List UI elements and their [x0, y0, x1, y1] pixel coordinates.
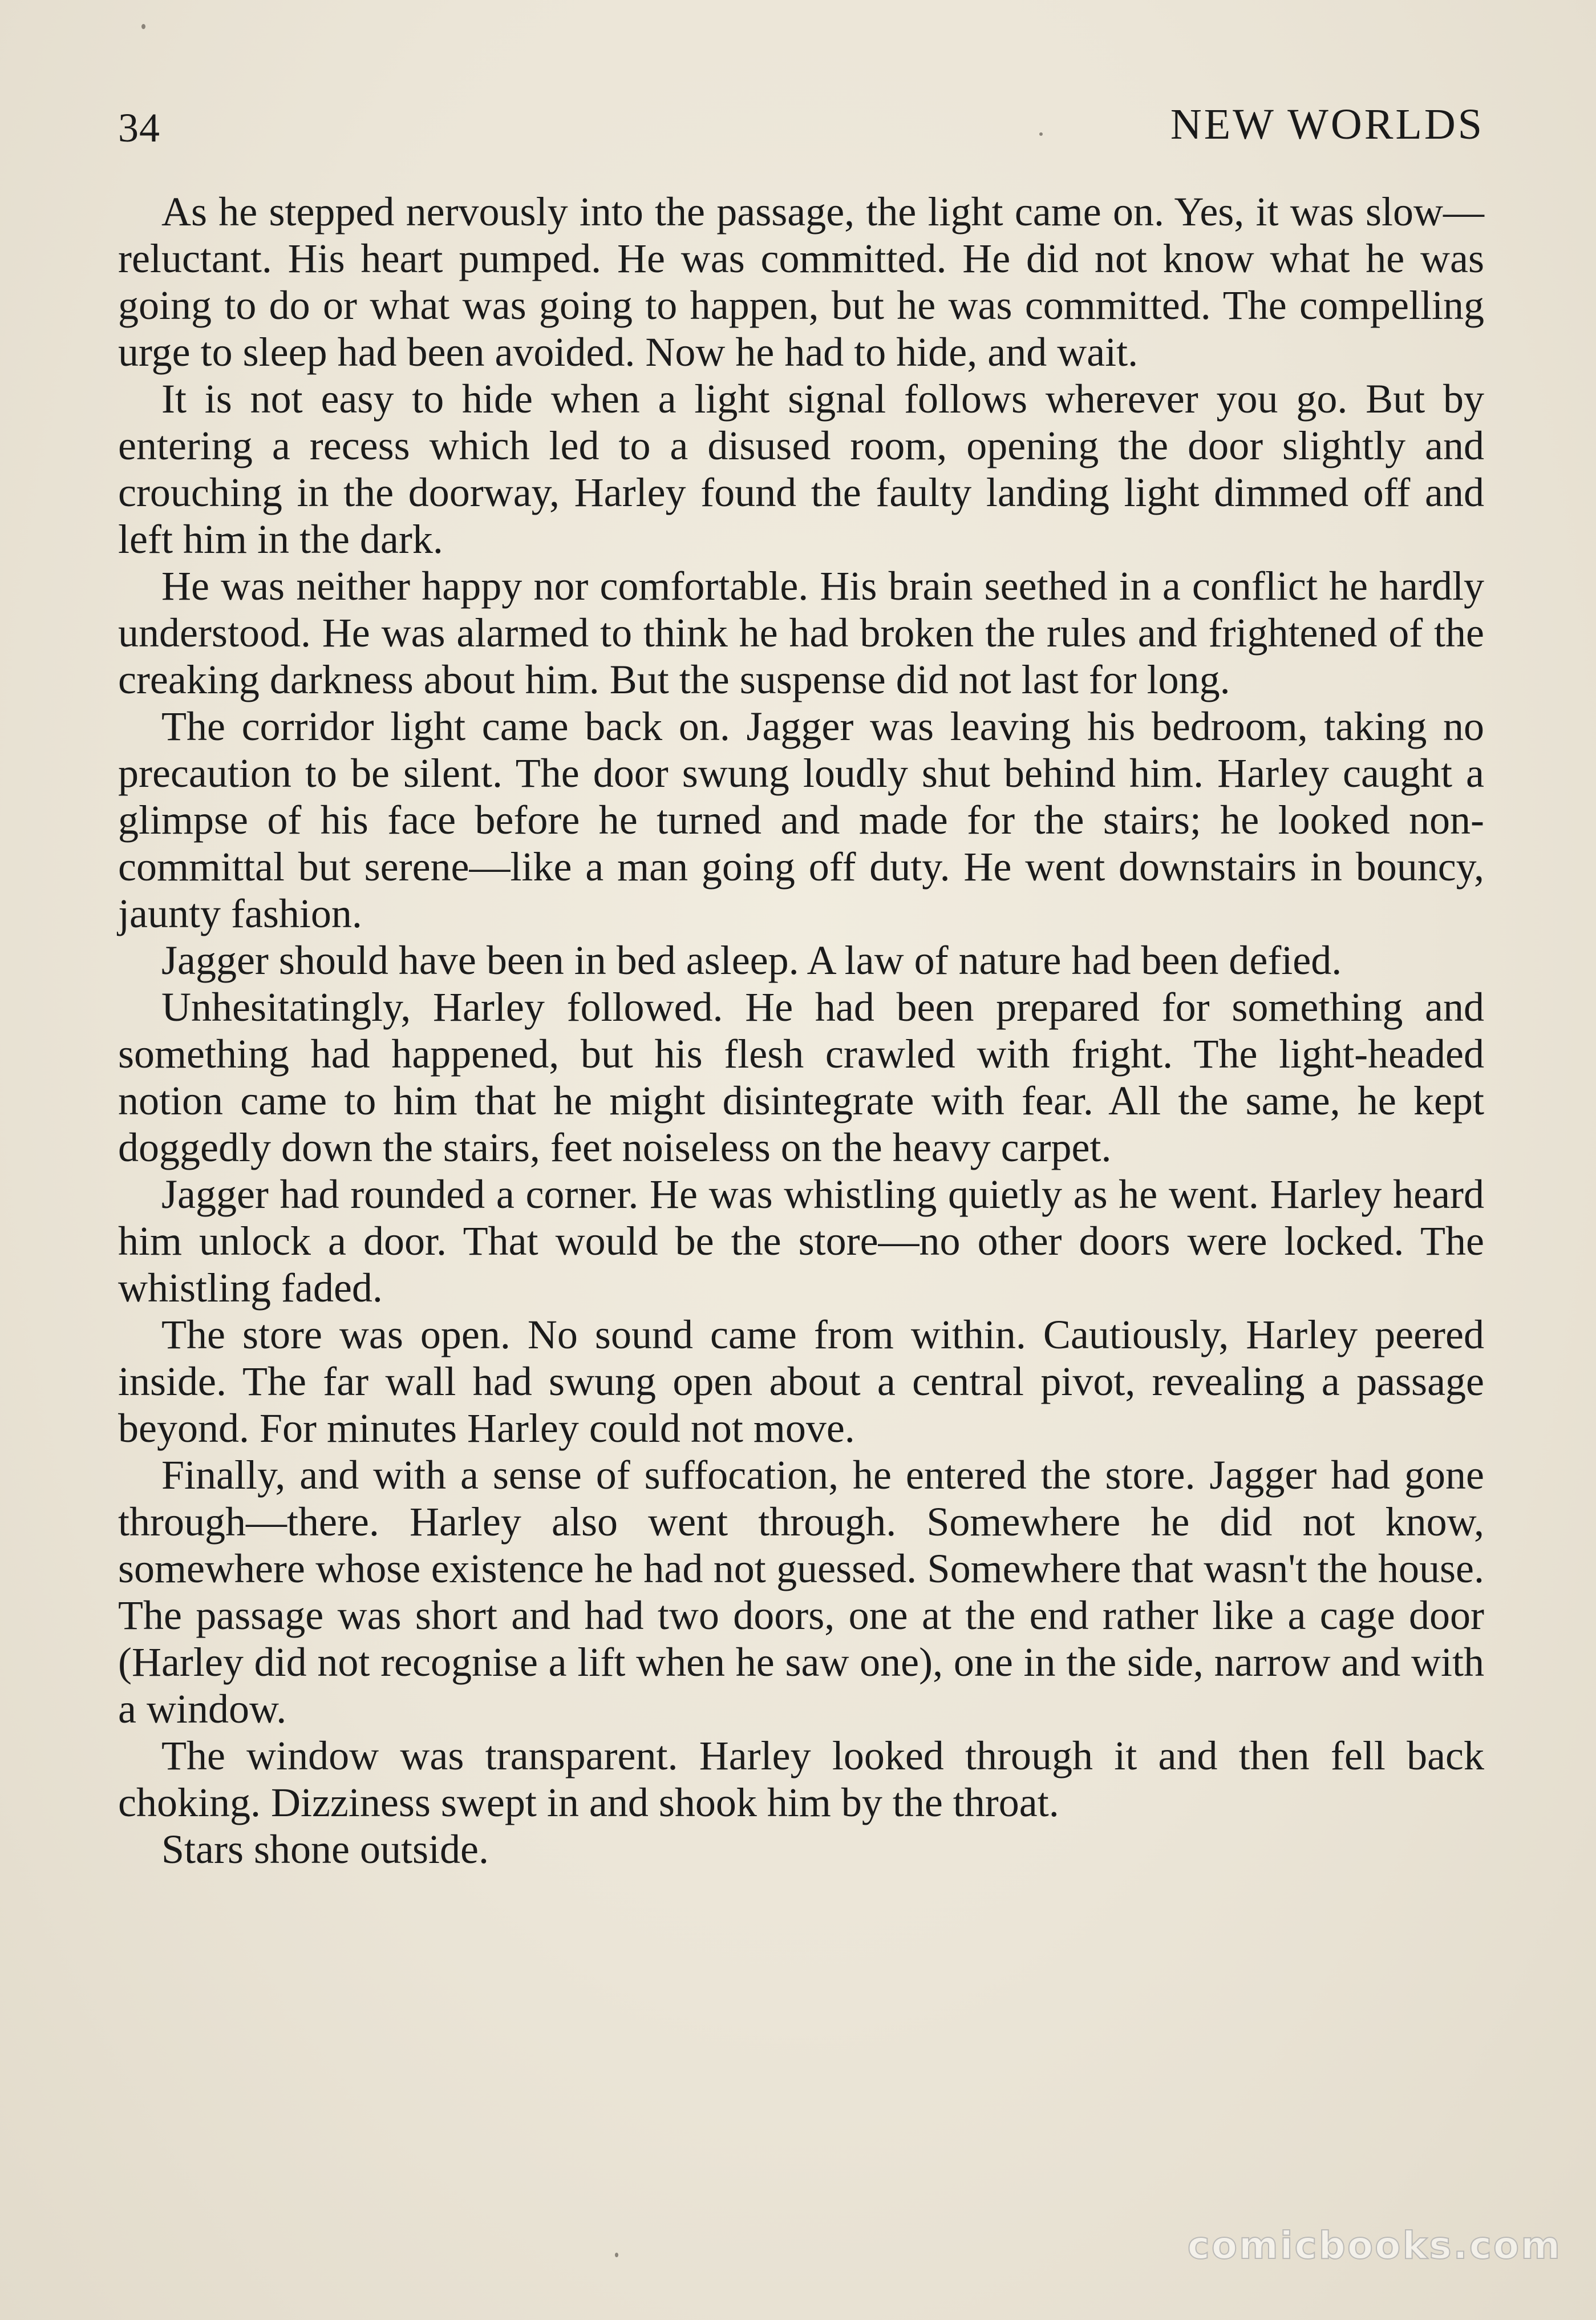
paragraph: He was neither happy nor comfortable. His brain seethed in a conflict he hardly understood. He was alarmed to think he had broken the rules and frightened of the creaking darkness about him. But the suspense did not last for long.: [118, 563, 1484, 702]
paragraph: As he stepped nervously into the passage, the light came on. Yes, it was slow—reluctant. His heart pumped. He was committed. He did not know what he was going to do or what was going to happen, but he was committed. The compelling urge to sleep had been avoided. Now he had to hide, and wait.: [118, 189, 1484, 375]
running-head: NEW WORLDS: [1170, 100, 1484, 148]
paper-speck: [141, 24, 145, 29]
page-number: 34: [118, 105, 160, 151]
watermark: comicbooks.com: [1187, 2224, 1562, 2268]
paragraph: Unhesitatingly, Harley followed. He had been prepared for something and something had happened, but his flesh crawled with fright. The light-headed notion came to him that he might disintegrate with fear. All the same, he kept doggedly down the stairs, feet noiseless on the heavy carpet.: [118, 984, 1484, 1170]
paragraph: The window was transparent. Harley looked through it and then fell back choking. Dizziness swept in and shook him by the throat.: [118, 1733, 1484, 1825]
paper-speck: [615, 2253, 618, 2257]
paragraph: Jagger should have been in bed asleep. A law of nature had been defied.: [161, 937, 1342, 983]
paragraph: Stars shone outside.: [161, 1826, 489, 1872]
paragraph: The corridor light came back on. Jagger was leaving his bedroom, taking no precaution to be silent. The door swung loudly shut behind him. Harley caught a glimpse of his face before he turned and made for the stairs; he looked non-committal but serene—like a man going off duty. He went downstairs in bouncy, jaunty fashion.: [118, 704, 1484, 936]
paragraph: The store was open. No sound came from within. Cautiously, Harley peered inside. The far wall had swung open about a central pivot, revealing a passage beyond. For minutes Harley could not move.: [118, 1312, 1484, 1451]
paragraph: Jagger had rounded a corner. He was whistling quietly as he went. Harley heard him unlock a door. That would be the store—no other doors were locked. The whistling faded.: [118, 1171, 1484, 1311]
paragraph: Finally, and with a sense of suffocation, he entered the store. Jagger had gone through—there. Harley also went through. Somewhere he did not know, somewhere whose existence he had not guessed. Somewhere that wasn't the house. The passage was short and had two doors, one at the end rather like a cage door (Harley did not recognise a lift when he saw one), one in the side, narrow and with a window.: [118, 1452, 1484, 1732]
page-header: [118, 94, 1484, 157]
story-text: [118, 188, 1484, 1873]
paragraph: It is not easy to hide when a light signal follows wherever you go. But by entering a recess which led to a disused room, opening the door slightly and crouching in the doorway, Harley found the faulty landing light dimmed off and left him in the dark.: [118, 376, 1484, 562]
